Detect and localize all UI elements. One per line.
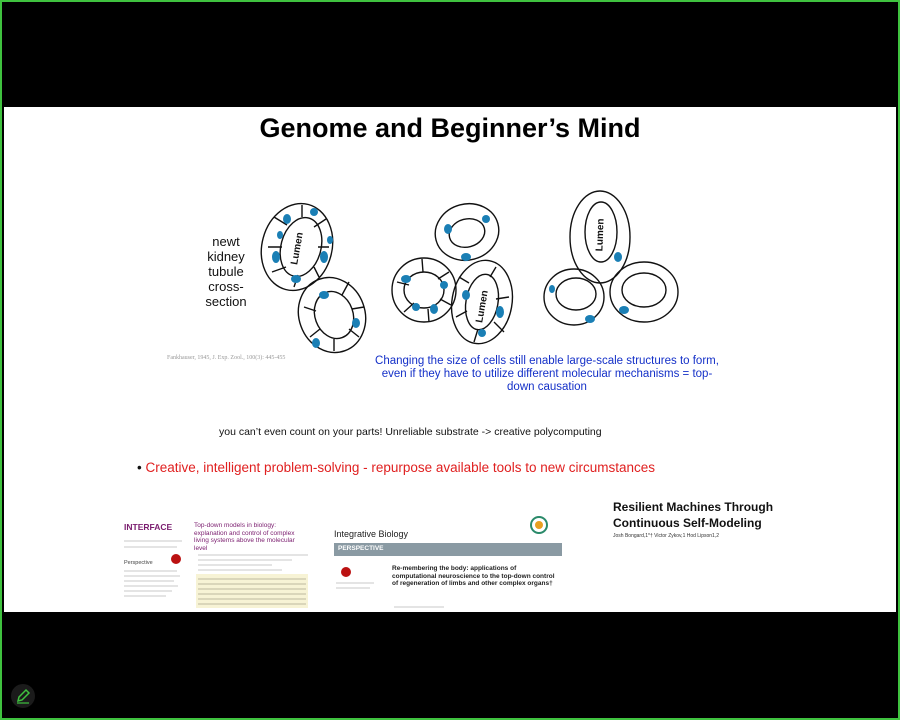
bullet-point	[137, 460, 655, 475]
lumen-label-1: Lumen	[289, 231, 306, 266]
section-label: PERSPECTIVE	[338, 545, 384, 552]
paper-section: Perspective	[124, 560, 153, 566]
paper-title: Re-membering the body: applications of computational neuroscience to the top-down control of regeneration of limbs and other complex organs†	[392, 565, 555, 587]
pen-icon[interactable]	[10, 683, 36, 709]
tubule-cross-section-right	[544, 191, 678, 325]
bullet-text: Creative, intelligent problem-solving - repurpose available tools to new circumstances	[145, 460, 655, 475]
paper-integrative-biology	[334, 515, 562, 611]
paper-title: Resilient Machines Through Continuous Self-Modeling	[613, 500, 774, 530]
paper-text-lines	[122, 519, 310, 609]
tubule-cross-section-left	[252, 195, 376, 362]
newt-label: newt kidney tubule cross- section	[205, 234, 247, 309]
paper-interface	[122, 519, 310, 609]
slide	[4, 107, 896, 612]
lumen-label-2: Lumen	[474, 289, 491, 324]
tubule-cross-section-middle	[392, 197, 519, 349]
citation: Fankhauser, 1945, J. Exp. Zool., 100(3): 445-455	[167, 355, 286, 361]
journal-name: Integrative Biology	[334, 529, 409, 539]
lumen-label-3: Lumen	[594, 218, 607, 252]
paper-authors: Josh Bongard,1*† Victor Zykov,1 Hod Lipson1,2	[613, 533, 719, 539]
top-down-caption: Changing the size of cells still enable large-scale structures to form, even if they have to utilize different molecular mechanisms = top-down causation	[375, 355, 719, 393]
paper-resilient-machines	[611, 499, 811, 543]
parts-text: you can’t even count on your parts! Unreliable substrate -> creative polycomputing	[219, 426, 602, 438]
journal-name: INTERFACE	[124, 522, 173, 532]
bullet-marker: •	[137, 460, 142, 475]
section-bar	[334, 543, 562, 556]
slide-title: Genome and Beginner’s Mind	[259, 113, 641, 143]
paper-title: Top-down models in biology: explanation and control of complex living systems above the molecular level	[194, 522, 295, 552]
